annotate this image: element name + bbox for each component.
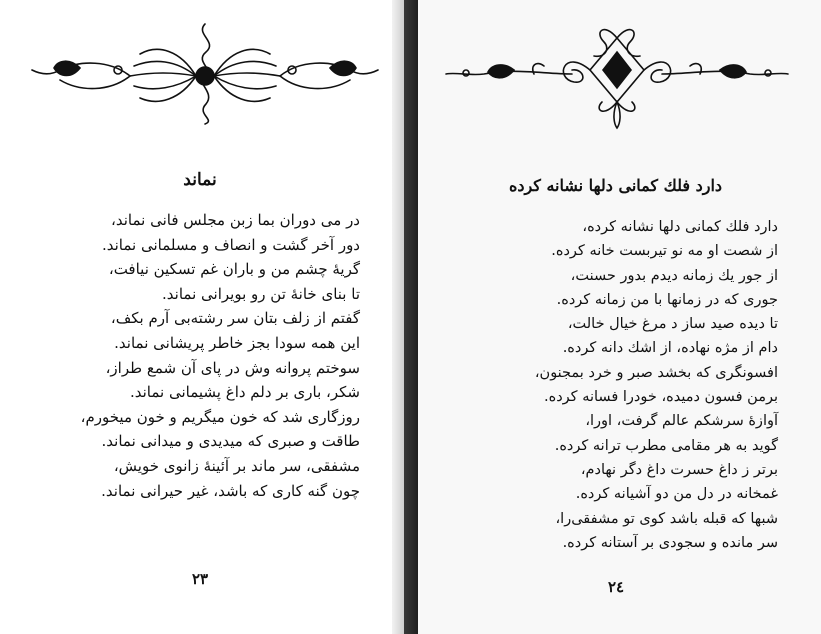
- verse-line: از شصت او مه نو تیربست خانه كرده.: [551, 243, 778, 260]
- right-poem-title: دارد فلك كمانی دلها نشانه كرده: [508, 176, 723, 195]
- left-floral-ornament: [30, 20, 380, 126]
- verse-line: جوری كه در زمانها با من زمانه كرده.: [556, 291, 778, 308]
- verse-line: غمخانه در دل من دو آشیانه كرده.: [575, 486, 778, 503]
- book-gutter: [392, 0, 404, 634]
- verse-line: برمن فسون دمیده، خودرا فسانه كرده.: [544, 389, 778, 406]
- right-page: [418, 0, 821, 634]
- verse-line: دور آخر گشت و انصاف و مسلمانی نماند.: [101, 235, 360, 254]
- verse-line: مشفقی، سر ماند بر آئینهٔ زانوی خویش،: [113, 456, 360, 475]
- verse-line: شبها كه قبله باشد كوی تو مشفقی‌را،: [555, 510, 778, 527]
- verse-line: دارد فلك كمانی دلها نشانه كرده،: [582, 219, 778, 235]
- verse-line: طاقت و صبری که میدیدی و میدانی نماند.: [101, 432, 360, 451]
- verse-line: از جور يك زمانه دیدم بدور حسنت،: [570, 267, 778, 284]
- verse-line: شکر، باری بر دلم داغ پشیمانی نماند.: [129, 383, 360, 402]
- right-poem: [458, 215, 778, 555]
- verse-line: این همه سودا بجز خاطر پریشانی نماند.: [114, 333, 360, 352]
- left-page-number: ۲۳: [191, 570, 209, 588]
- verse-line: گوید به هر مقامی مطرب ترانه كرده.: [554, 437, 778, 454]
- verse-line: در می دوران بما زبن مجلس فانی نماند،: [111, 211, 360, 229]
- left-poem: [30, 208, 360, 503]
- right-floral-ornament: [444, 18, 790, 130]
- verse-line: سوختم پروانه وش در پای آن شمع طراز،: [105, 358, 360, 377]
- verse-line: گریهٔ چشم من و باران غم تسکین نیافت،: [108, 260, 360, 279]
- verse-line: تا بنای خانهٔ تن رو بویرانی نماند.: [162, 284, 360, 303]
- verse-line: سر مانده و سجودی بر آستانه كرده.: [562, 534, 778, 551]
- verse-line: چون گنه کاری که باشد، غیر حیرانی نماند.: [101, 481, 360, 500]
- verse-line: آوازهٔ سرشكم عالم گرفت، اورا،: [585, 413, 778, 430]
- book-spine: [404, 0, 418, 634]
- verse-line: گفتم از زلف بتان سر رشته‌بی آرم بکف،: [110, 309, 360, 328]
- verse-line: روزگاری شد که خون میگریم و خون میخورم،: [80, 407, 360, 426]
- verse-line: افسونگری كه بخشد صبر و خرد بمجنون،: [534, 364, 778, 381]
- verse-line: تا دیده صید ساز د مرغ خیال خالت،: [567, 316, 778, 333]
- left-page: [0, 0, 392, 634]
- verse-line: برتر ز داغ حسرت داغ دگر نهادم،: [580, 461, 778, 478]
- verse-line: دام از مژه نهاده، از اشك دانه كرده.: [562, 340, 778, 357]
- left-poem-title: نماند: [183, 170, 217, 190]
- right-page-number: ۲٤: [607, 578, 625, 596]
